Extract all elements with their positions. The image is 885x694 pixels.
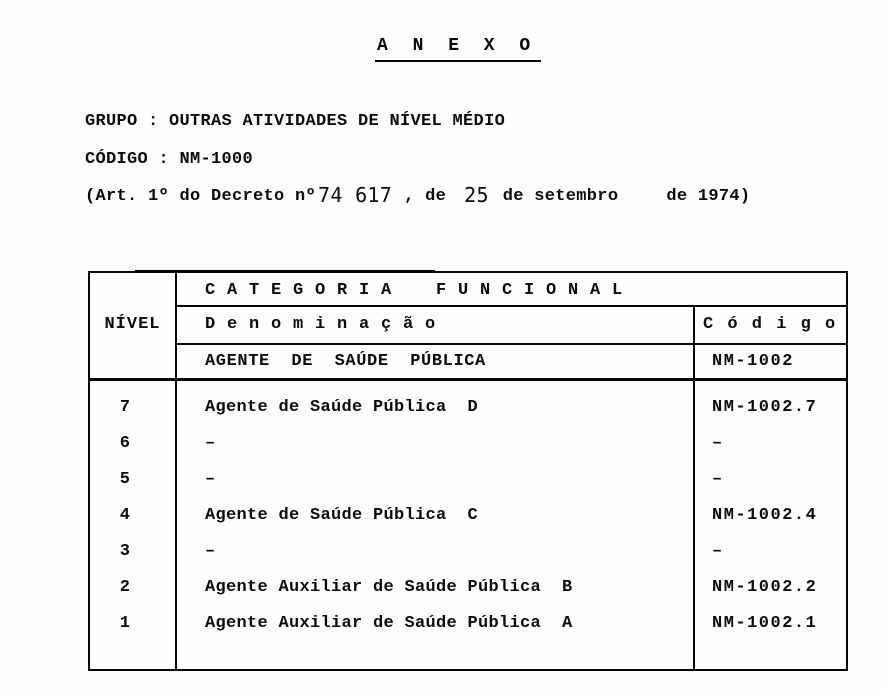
row-denominacao: Agente de Saúde Pública D <box>205 398 479 417</box>
row-codigo: – <box>712 434 724 453</box>
group-denominacao: AGENTE DE SAÚDE PÚBLICA <box>205 352 486 371</box>
codigo-column-divider <box>693 305 695 669</box>
row-nivel: 3 <box>119 542 131 561</box>
row-denominacao: – <box>205 470 216 489</box>
row-codigo: – <box>712 542 724 561</box>
decree-mid2: de setembro <box>502 187 619 206</box>
row-codigo: NM-1002.4 <box>712 506 818 525</box>
row-nivel: 7 <box>119 398 131 417</box>
scan-artifact-line <box>135 270 435 273</box>
codigo-column-header: C ó d i g o <box>703 315 838 334</box>
decree-number: 74 617 <box>318 183 393 207</box>
decree-day: 25 <box>464 183 489 207</box>
decree-suffix: de 1974) <box>666 187 751 206</box>
group-codigo: NM-1002 <box>712 352 794 371</box>
row-denominacao: Agente de Saúde Pública C <box>205 506 479 525</box>
row-codigo: – <box>712 470 724 489</box>
row-nivel: 4 <box>119 506 131 525</box>
row-nivel: 5 <box>119 470 131 489</box>
categoria-funcional-header: C A T E G O R I A F U N C I O N A L <box>205 281 624 300</box>
row-denominacao: Agente Auxiliar de Saúde Pública B <box>205 578 573 597</box>
categoria-row-divider <box>175 305 846 307</box>
row-denominacao: – <box>205 434 216 453</box>
nivel-column-divider <box>175 273 177 669</box>
document-title: A N E X O <box>375 36 541 62</box>
row-denominacao: – <box>205 542 216 561</box>
header-body-divider <box>88 378 848 381</box>
row-nivel: 6 <box>119 434 131 453</box>
denominacao-row-divider <box>175 343 846 345</box>
decree-line <box>85 184 750 208</box>
row-codigo: NM-1002.2 <box>712 578 818 597</box>
grupo-line: GRUPO : OUTRAS ATIVIDADES DE NÍVEL MÉDIO <box>85 112 506 131</box>
row-nivel: 1 <box>119 614 131 633</box>
decree-mid1: , de <box>404 187 447 206</box>
decree-prefix: (Art. 1º do Decreto nº <box>85 187 317 206</box>
row-codigo: NM-1002.7 <box>712 398 818 417</box>
row-codigo: NM-1002.1 <box>712 614 818 633</box>
row-nivel: 2 <box>119 578 131 597</box>
nivel-column-header: NÍVEL <box>104 315 161 334</box>
row-denominacao: Agente Auxiliar de Saúde Pública A <box>205 614 573 633</box>
denominacao-column-header: D e n o m i n a ç ã o <box>205 315 437 334</box>
category-table <box>88 271 848 671</box>
codigo-line: CÓDIGO : NM-1000 <box>85 150 254 169</box>
